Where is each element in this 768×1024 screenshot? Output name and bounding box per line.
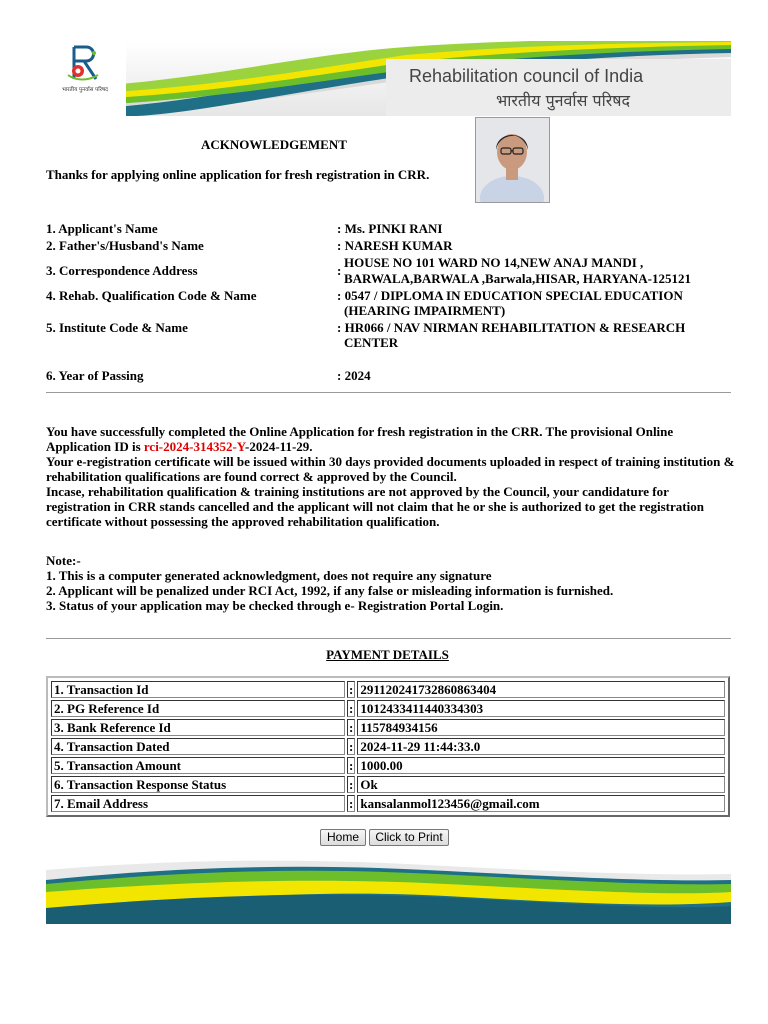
payment-label: 6. Transaction Response Status	[51, 776, 345, 793]
detail-value-address-line2: BARWALA,BARWALA ,Barwala,HISAR, HARYANA-125121	[344, 271, 692, 286]
applicant-photo	[475, 117, 550, 203]
table-row	[51, 700, 725, 717]
header-banner	[46, 41, 731, 116]
payment-label: 5. Transaction Amount	[51, 757, 345, 774]
note-title: Note:-	[46, 553, 81, 568]
detail-label-name: 1. Applicant's Name	[46, 221, 158, 236]
print-button[interactable]: Click to Print	[369, 829, 449, 846]
detail-value-father: : NARESH KUMAR	[337, 238, 453, 253]
table-row	[51, 719, 725, 736]
message-prefix: You have successfully completed the Online Application for fresh registration in the CRR. The provisional Online Application ID is	[46, 424, 674, 454]
payment-value: Ok	[357, 776, 725, 793]
payment-title: PAYMENT DETAILS	[326, 647, 449, 662]
note-item: 2. Applicant will be penalized under RCI Act, 1992, if any false or misleading information is furnished.	[46, 583, 614, 598]
detail-value-qualification-line1: : 0547 / DIPLOMA IN EDUCATION SPECIAL EDUCATION	[337, 288, 683, 303]
application-id: rci-2024-314352-Y	[143, 439, 245, 454]
table-row	[51, 757, 725, 774]
payment-value: 115784934156	[357, 719, 725, 736]
payment-label: 7. Email Address	[51, 795, 345, 812]
cancellation-message: Incase, rehabilitation qualification & training institutions are not approved by the Council, your candidature for registration in CRR stands cancelled and the applicant will not claim that he or she is authorized to get the registration certificate without possessing the approved rehabilitation qualification.	[46, 484, 704, 529]
payment-sep: :	[349, 739, 354, 754]
divider	[46, 638, 731, 639]
payment-value: 1012433411440334303	[357, 700, 725, 717]
logo-caption: भारतीय पुनर्वास परिषद	[62, 87, 109, 93]
table-row	[51, 738, 725, 755]
payment-sep: :	[349, 796, 354, 811]
payment-sep: :	[349, 777, 354, 792]
payment-sep: :	[349, 720, 354, 735]
success-message	[46, 424, 736, 454]
payment-value: 1000.00	[357, 757, 725, 774]
payment-sep: :	[349, 682, 354, 697]
detail-value-institute-line1: : HR066 / NAV NIRMAN REHABILITATION & RESEARCH	[337, 320, 686, 335]
divider	[46, 392, 731, 393]
detail-label-father: 2. Father's/Husband's Name	[46, 238, 204, 253]
payment-value: 291120241732860863404	[357, 681, 725, 698]
thanks-text: Thanks for applying online application for fresh registration in CRR.	[46, 167, 430, 182]
payment-value: 2024-11-29 11:44:33.0	[357, 738, 725, 755]
table-row	[51, 681, 725, 698]
detail-label-qualification: 4. Rehab. Qualification Code & Name	[46, 288, 257, 303]
certificate-message: Your e-registration certificate will be issued within 30 days provided documents uploaded in respect of training institution & rehabilitation qualifications are found correct & approved by the Council.	[46, 454, 735, 484]
detail-value-institute-line2: CENTER	[344, 335, 399, 350]
payment-label: 2. PG Reference Id	[51, 700, 345, 717]
message-suffix: -2024-11-29.	[245, 439, 313, 454]
org-name-hindi: भारतीय पुनर्वास परिषद	[496, 91, 630, 110]
org-name-english: Rehabilitation council of India	[409, 66, 644, 86]
table-row	[51, 795, 725, 812]
payment-label: 1. Transaction Id	[51, 681, 345, 698]
detail-label-year: 6. Year of Passing	[46, 368, 144, 383]
home-button[interactable]: Home	[320, 829, 366, 846]
detail-label-address: 3. Correspondence Address	[46, 263, 198, 278]
payment-table	[46, 676, 730, 817]
payment-sep: :	[349, 701, 354, 716]
detail-value-year: : 2024	[337, 368, 371, 383]
note-item: 1. This is a computer generated acknowledgment, does not require any signature	[46, 568, 492, 583]
table-row	[51, 776, 725, 793]
payment-label: 4. Transaction Dated	[51, 738, 345, 755]
detail-value-address-line1: HOUSE NO 101 WARD NO 14,NEW ANAJ MANDI ,	[344, 255, 644, 270]
note-item: 3. Status of your application may be checked through e- Registration Portal Login.	[46, 598, 504, 613]
acknowledgement-title: ACKNOWLEDGEMENT	[201, 137, 347, 152]
detail-value-qualification-line2: (HEARING IMPAIRMENT)	[344, 303, 506, 318]
payment-sep: :	[349, 758, 354, 773]
detail-value-name: : Ms. PINKI RANI	[337, 221, 443, 236]
payment-label: 3. Bank Reference Id	[51, 719, 345, 736]
payment-value: kansalanmol123456@gmail.com	[357, 795, 725, 812]
detail-label-institute: 5. Institute Code & Name	[46, 320, 188, 335]
detail-sep-address: :	[337, 263, 342, 278]
